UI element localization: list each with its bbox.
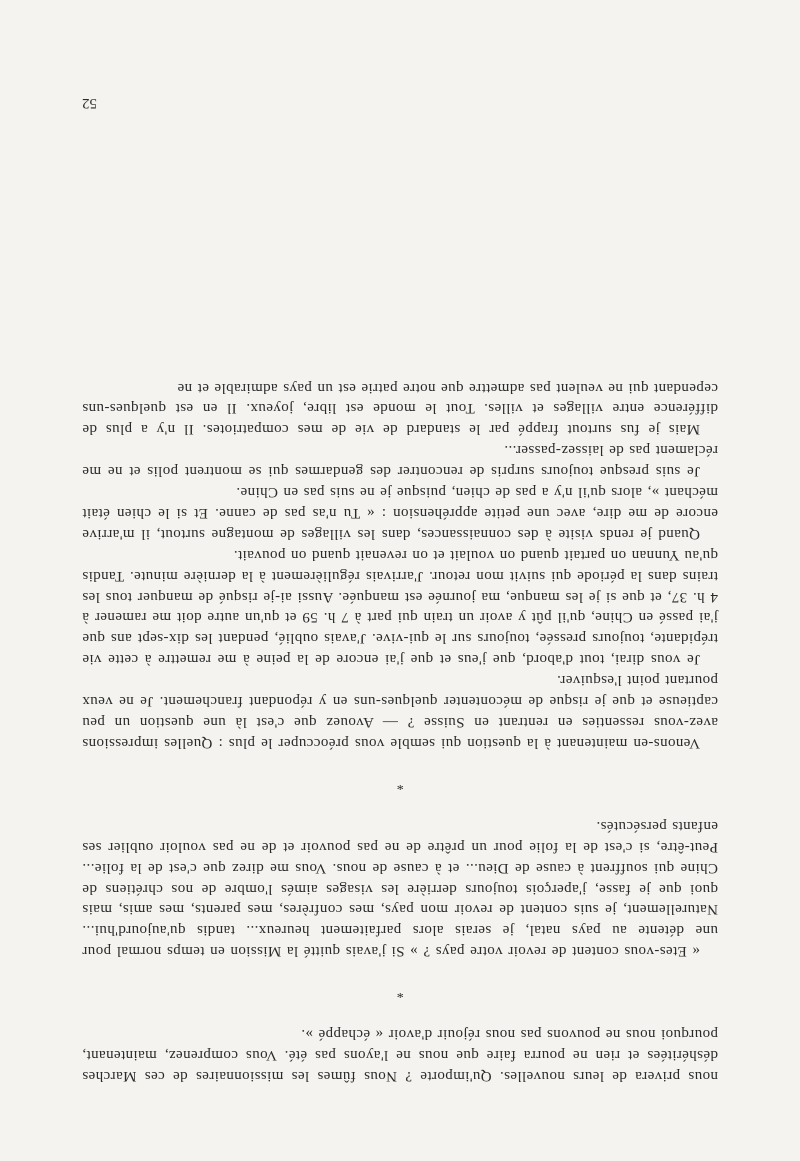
page-number: 52	[82, 95, 97, 111]
paragraph: Venons-en maintenant à la question qui semble vous préoccuper le plus : Quelles impressions avez-vous ressenties en rentrant en Suisse ? — Avouez que c'est là une question un peu captieuse et que je risque de mécontenter quelques-uns en y répondant franchement. Je ne veux pourtant point l'esquiver.	[82, 672, 718, 751]
paragraph: Je suis presque toujours surpris de rencontrer des gendarmes qui se montrent polis et ne me réclament pas de laissez-passer...	[82, 442, 718, 480]
paragraph: Je vous dirai, tout d'abord, que j'eus et que j'ai encore de la peine à me remettre à cette vie trépidante, toujours pressée, toujours sur le qui-vive. J'avais oublié, pendant les dix-sept ans que j'ai passé en Chine, qu'il pût y avoir un train qui part à 7 h. 59 et qu'un autre doit me ramener à 4 h. 37, et que si je les manque, ma journée est manquée. Aussi ai-je risqué de manquer tous les trains dans la période qui suivit mon retour. J'arrivais régulièrement à la dernière minute. Tandis qu'au Yunnan on partait quand on voulait et on revenait quand on pouvait.	[82, 546, 718, 668]
paragraph: Quand je rends visite à des connaissances, dans les villages de montagne surtout, il m'arrive encore de me dire, avec une petite appréhension : « Tu n'as pas de canne. Et si le chien était méchant », alors qu'il n'y a pas de chien, puisque je ne suis pas en Chine.	[82, 484, 718, 542]
paragraph: Mais je fus surtout frappé par le standard de vie de mes compatriotes. Il n'y a plus de différence entre villages et villes. Tout le monde est libre, joyeux. Il en est quelques-uns cependant qui ne veulent pas admettre que notre patrie est un pays admirable et ne	[82, 379, 718, 438]
paragraph: nous privera de leurs nouvelles. Qu'importe ? Nous fûmes les missionnaires de ces Marches déshéritées et rien ne pourra faire que nous ne l'ayons pas été. Vous comprenez, maintenant, pourquoi nous ne pouvons pas nous réjouir d'avoir « échappé ».	[82, 1026, 718, 1084]
paragraph: « Etes-vous content de revoir votre pays ? » Si j'avais quitté la Mission en temps normal pour une détente au pays natal, je serais alors parfaitement heureux... tandis qu'aujourd'hui... Naturellement, je suis content de revoir mon pays, mes confrères, mes parents, mes amis, mais quoi que je fasse, j'aperçois toujours derrière les visages aimés l'ombre de nos chrétiens de Chine qui souffrent à cause de Dieu... et à cause de nous. Vous me direz que c'est de la folie... Peut-être, si c'est de la folie pour un prêtre de ne pas pouvoir et de ne pas vouloir oublier ses enfants persécutés.	[82, 817, 718, 960]
section-separator: *	[396, 985, 404, 1001]
section-separator: *	[396, 776, 404, 792]
text-block	[82, 377, 718, 1086]
